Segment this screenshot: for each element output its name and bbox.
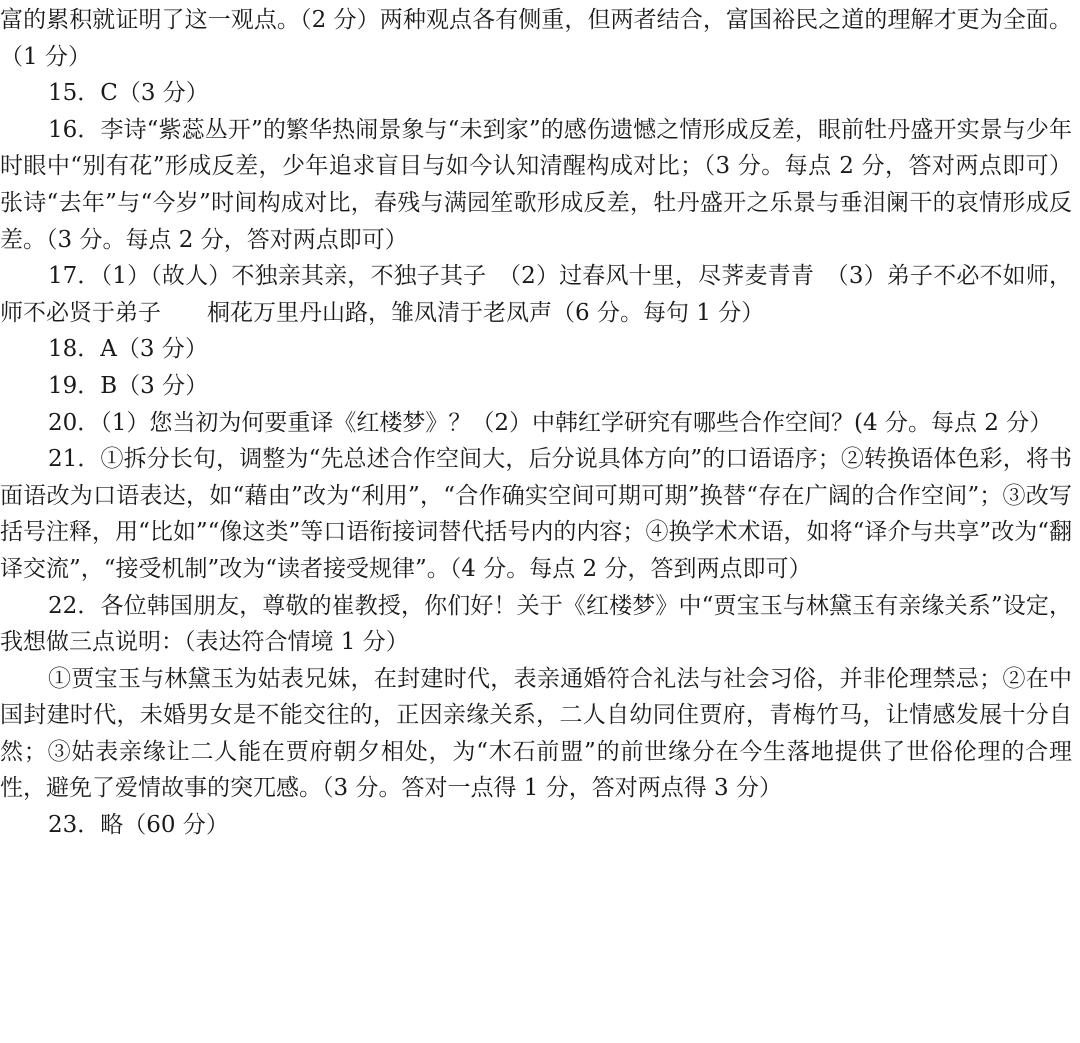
answer-21: 21．①拆分长句，调整为“先总述合作空间大，后分说具体方向”的口语语序；②转换语体色彩，将书面语改为口语表达，如“藉由”改为“利用”，“合作确实空间可期可期”换替“存在广阔的合作空间”；③改写括号注释，用“比如”“像这类”等口语衔接词替代括号内的内容；④换学术术语，如将“译介与共享”改为“翻译交流”，“接受机制”改为“读者接受规律”。（4 分。每点 2 分，答到两点即可） bbox=[0, 446, 1072, 582]
answer-20: 20．（1）您当初为何要重译《红楼梦》？（2）中韩红学研究有哪些合作空间？(4 分。每点 2 分） bbox=[48, 409, 1053, 436]
answer-19: 19．B（3 分） bbox=[48, 372, 209, 399]
paragraph-14-continued: 富的累积就证明了这一观点。（2 分）两种观点各有侧重，但两者结合，富国裕民之道的理解才更为全面。（1 分） bbox=[0, 7, 1072, 70]
answer-18: 18．A（3 分） bbox=[48, 336, 208, 363]
answer-17: 17．（1）（故人）不独亲其亲，不独子其子 （2）过春风十里，尽荠麦青青 （3）弟子不必不如师，师不必贤于弟子 桐花万里丹山路，雏凤清于老凤声（6 分。每句 1 分） bbox=[0, 263, 1072, 326]
answer-22: 22．各位韩国朋友，尊敬的崔教授，你们好！关于《红楼梦》中“贾宝玉与林黛玉有亲缘关系”设定，我想做三点说明：（表达符合情境 1 分） bbox=[0, 592, 1072, 656]
answer-23: 23．略（60 分） bbox=[48, 812, 229, 839]
answer-15: 15．C（3 分） bbox=[48, 80, 209, 107]
answer-22-body: ①贾宝玉与林黛玉为姑表兄妹，在封建时代，表亲通婚符合礼法与社会习俗，并非伦理禁忌；②在中国封建时代，未婚男女是不能交往的，正因亲缘关系，二人自幼同住贾府，青梅竹马，让情感发展十分自然；③姑表亲缘让二人能在贾府朝夕相处，为“木石前盟”的前世缘分在今生落地提供了世俗伦理的合理性，避免了爱情故事的突兀感。（3 分。答对一点得 1 分，答对两点得 3 分） bbox=[0, 665, 1072, 802]
answer-16: 16．李诗“紫蕊丛开”的繁华热闹景象与“未到家”的感伤遗憾之情形成反差，眼前牡丹盛开实景与少年时眼中“别有花”形成反差，少年追求盲目与如今认知清醒构成对比；（3 分。每点 2 分，答对两点即可）张诗“去年”与“今岁”时间构成对比，春残与满园笙歌形成反差，牡丹盛开之乐景与垂泪阑干的哀情形成反差。（3 分。每点 2 分，答对两点即可） bbox=[0, 116, 1072, 253]
